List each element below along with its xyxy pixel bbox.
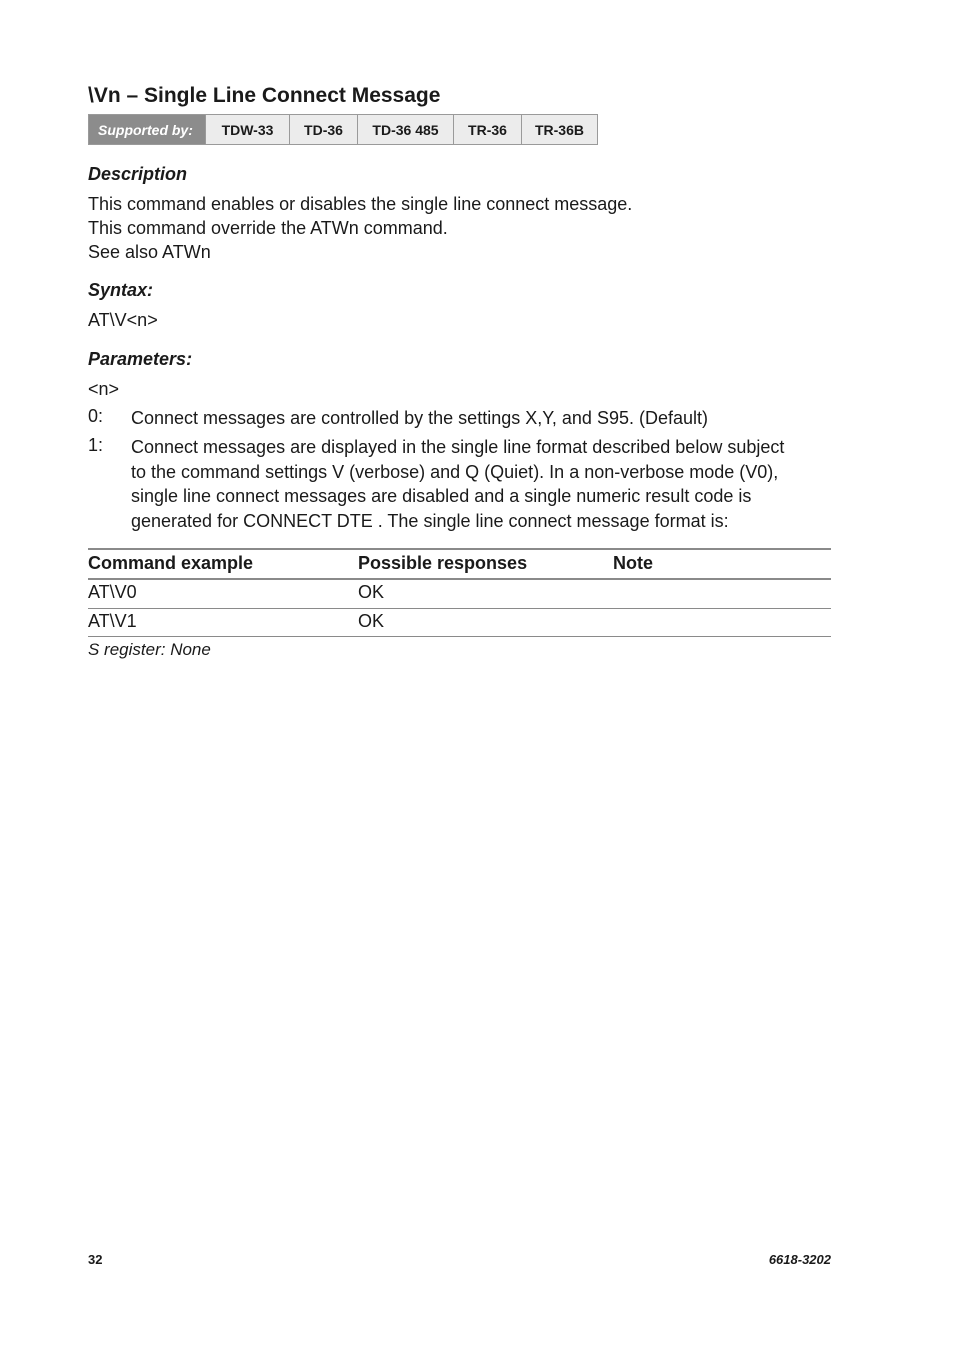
table-top-rule <box>88 548 831 550</box>
description-line: This command override the ATWn command. <box>88 218 448 238</box>
description-line: See also ATWn <box>88 242 211 262</box>
parameter-name: <n> <box>88 379 120 399</box>
param-item-number: 0: <box>88 406 104 426</box>
model-tr-36: TR-36 <box>453 115 521 144</box>
section-title: \Vn – Single Line Connect Message <box>88 84 441 107</box>
model-tdw-33: TDW-33 <box>205 115 289 144</box>
table-header-note: Note <box>613 553 653 573</box>
table-header-responses: Possible responses <box>358 553 528 573</box>
model-tr-36b: TR-36B <box>521 115 597 144</box>
model-td-36: TD-36 <box>289 115 357 144</box>
supported-by-bar <box>88 114 598 145</box>
document-number: 6618-3202 <box>768 1252 831 1267</box>
param-item-line: generated for CONNECT DTE . The single line connect message format is: <box>131 510 729 531</box>
parameters-heading: Parameters: <box>88 349 193 369</box>
page-number: 32 <box>88 1252 103 1267</box>
description-line: This command enables or disables the single line connect message. <box>88 194 633 214</box>
table-cell-command: AT\V0 <box>88 582 137 602</box>
description-heading: Description <box>88 164 188 184</box>
table-cell-command: AT\V1 <box>88 611 137 631</box>
syntax-value: AT\V<n> <box>88 310 158 330</box>
param-item-text: Connect messages are controlled by the settings X,Y, and S95. (Default) <box>131 408 708 428</box>
param-item-line: single line connect messages are disabled and a single numeric result code is <box>131 486 752 506</box>
table-header-rule <box>88 578 831 580</box>
table-cell-response: OK <box>358 582 385 602</box>
table-cell-response: OK <box>358 611 385 631</box>
supported-by-label: Supported by: <box>89 115 205 144</box>
param-item-line: Connect messages are displayed in the single line format described below subject <box>131 437 785 457</box>
syntax-heading: Syntax: <box>88 280 154 300</box>
table-header-command: Command example <box>88 553 254 573</box>
table-bottom-rule <box>88 636 831 637</box>
param-item-number: 1: <box>88 435 104 455</box>
model-td-36-485: TD-36 485 <box>357 115 453 144</box>
param-item-line: to the command settings V (verbose) and Q (Quiet). In a non-verbose mode (V0), <box>131 461 779 482</box>
s-register-note: S register: None <box>88 640 211 659</box>
table-row-rule <box>88 608 831 609</box>
param-item-text <box>131 435 831 533</box>
